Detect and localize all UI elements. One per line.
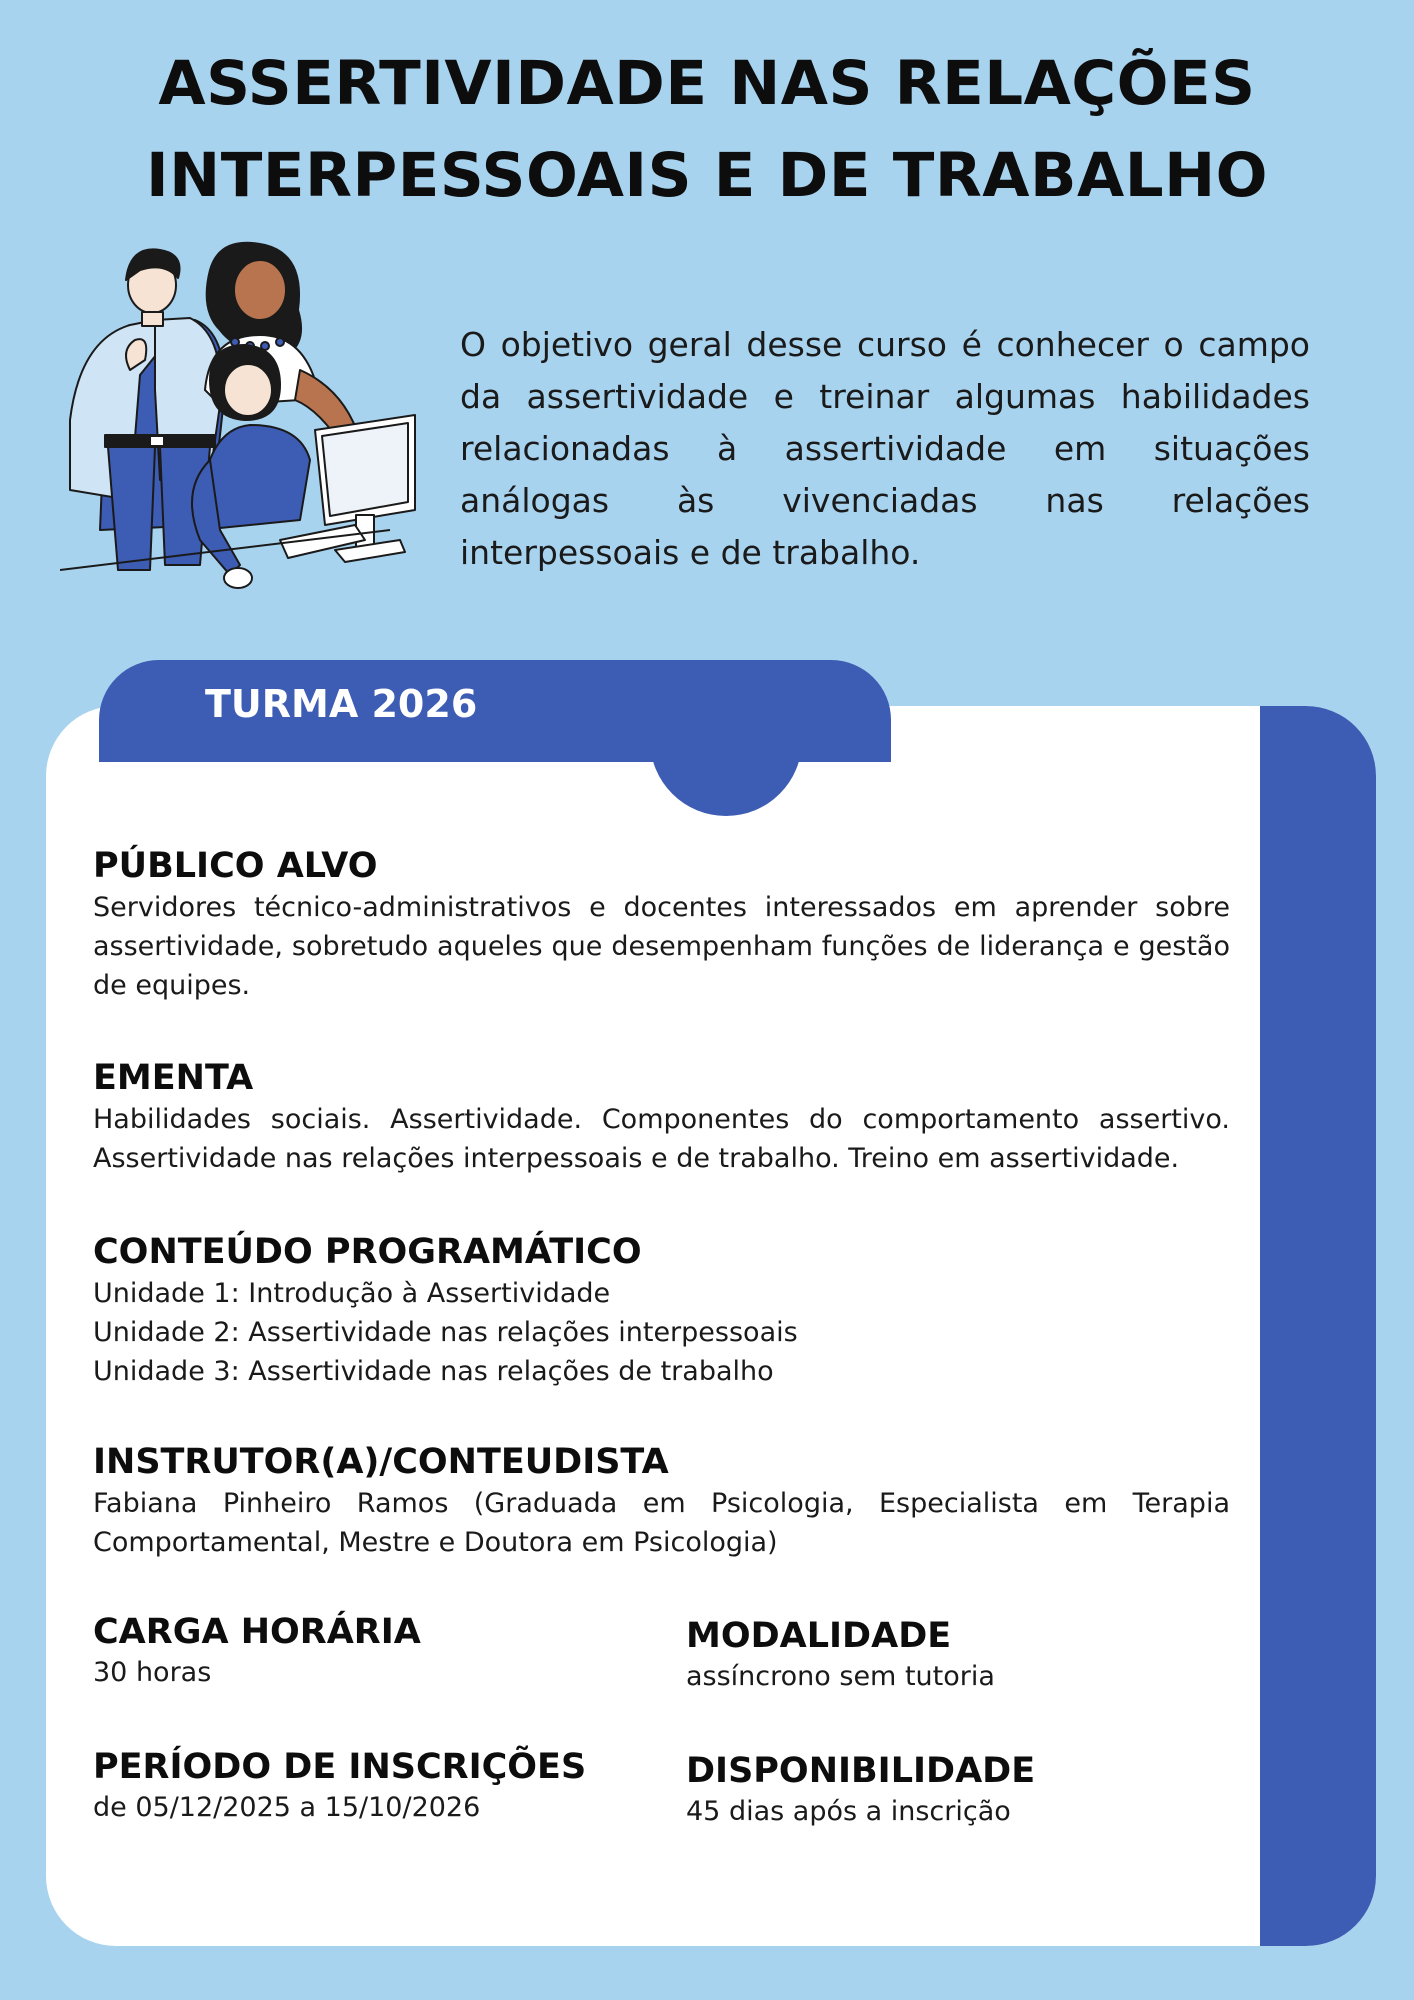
disponibilidade-heading: DISPONIBILIDADE <box>686 1751 1036 1791</box>
publico-alvo-text: Servidores técnico-administrativos e docentes interessados em aprender sobre assertividade, sobretudo aqueles que desempenham funções de liderança e gestão de equipes. <box>93 892 1230 1001</box>
conteudo-unit-item: Unidade 2: Assertividade nas relações interpessoais <box>93 1317 798 1348</box>
conteudo-unit-item: Unidade 1: Introdução à Assertividade <box>93 1278 611 1309</box>
page-title <box>0 38 1414 222</box>
conteudo-heading: CONTEÚDO PROGRAMÁTICO <box>93 1232 642 1272</box>
class-year-label: TURMA 2026 <box>205 682 478 726</box>
team-at-computer-illustration <box>60 240 440 600</box>
disponibilidade-value: 45 dias após a inscrição <box>686 1796 1011 1827</box>
section-carga-horaria <box>93 1610 653 1692</box>
section-disponibilidade <box>686 1749 1246 1831</box>
periodo-value: de 05/12/2025 a 15/10/2026 <box>93 1792 481 1823</box>
periodo-heading: PERÍODO DE INSCRIÇÕES <box>93 1747 587 1787</box>
section-periodo-inscricoes <box>93 1745 653 1827</box>
course-objective: O objetivo geral desse curso é conhecer o campo da assertividade e treinar algumas habilidades relacionadas à assertividade em situações análogas às vivenciadas nas relações interpessoais e de trabalho. <box>460 325 1310 572</box>
section-instrutor <box>93 1440 1230 1562</box>
section-conteudo-programatico <box>93 1230 1230 1391</box>
instrutor-text: Fabiana Pinheiro Ramos (Graduada em Psicologia, Especialista em Terapia Comportamental, Mestre e Doutora em Psicologia) <box>93 1488 1230 1558</box>
carga-horaria-value: 30 horas <box>93 1657 212 1688</box>
section-modalidade <box>686 1614 1246 1696</box>
modalidade-heading: MODALIDADE <box>686 1616 952 1656</box>
conteudo-unit-item: Unidade 3: Assertividade nas relações de trabalho <box>93 1356 774 1387</box>
instrutor-heading: INSTRUTOR(A)/CONTEUDISTA <box>93 1442 669 1482</box>
ementa-heading: EMENTA <box>93 1058 254 1098</box>
card-accent-stripe <box>1260 706 1376 1946</box>
page-title-line-1: ASSERTIVIDADE NAS RELAÇÕES <box>158 48 1256 119</box>
woman-figure-standing <box>205 243 360 450</box>
ementa-text: Habilidades sociais. Assertividade. Componentes do comportamento assertivo. Assertividade nas relações interpessoais e de trabalho. Treino em assertividade. <box>93 1104 1230 1174</box>
conteudo-units-list <box>93 1274 1230 1391</box>
page-title-line-2: INTERPESSOAIS E DE TRABALHO <box>145 140 1268 211</box>
modalidade-value: assíncrono sem tutoria <box>686 1661 995 1692</box>
section-publico-alvo <box>93 844 1230 1005</box>
section-ementa <box>93 1056 1230 1178</box>
carga-horaria-heading: CARGA HORÁRIA <box>93 1612 421 1652</box>
publico-alvo-heading: PÚBLICO ALVO <box>93 846 378 886</box>
